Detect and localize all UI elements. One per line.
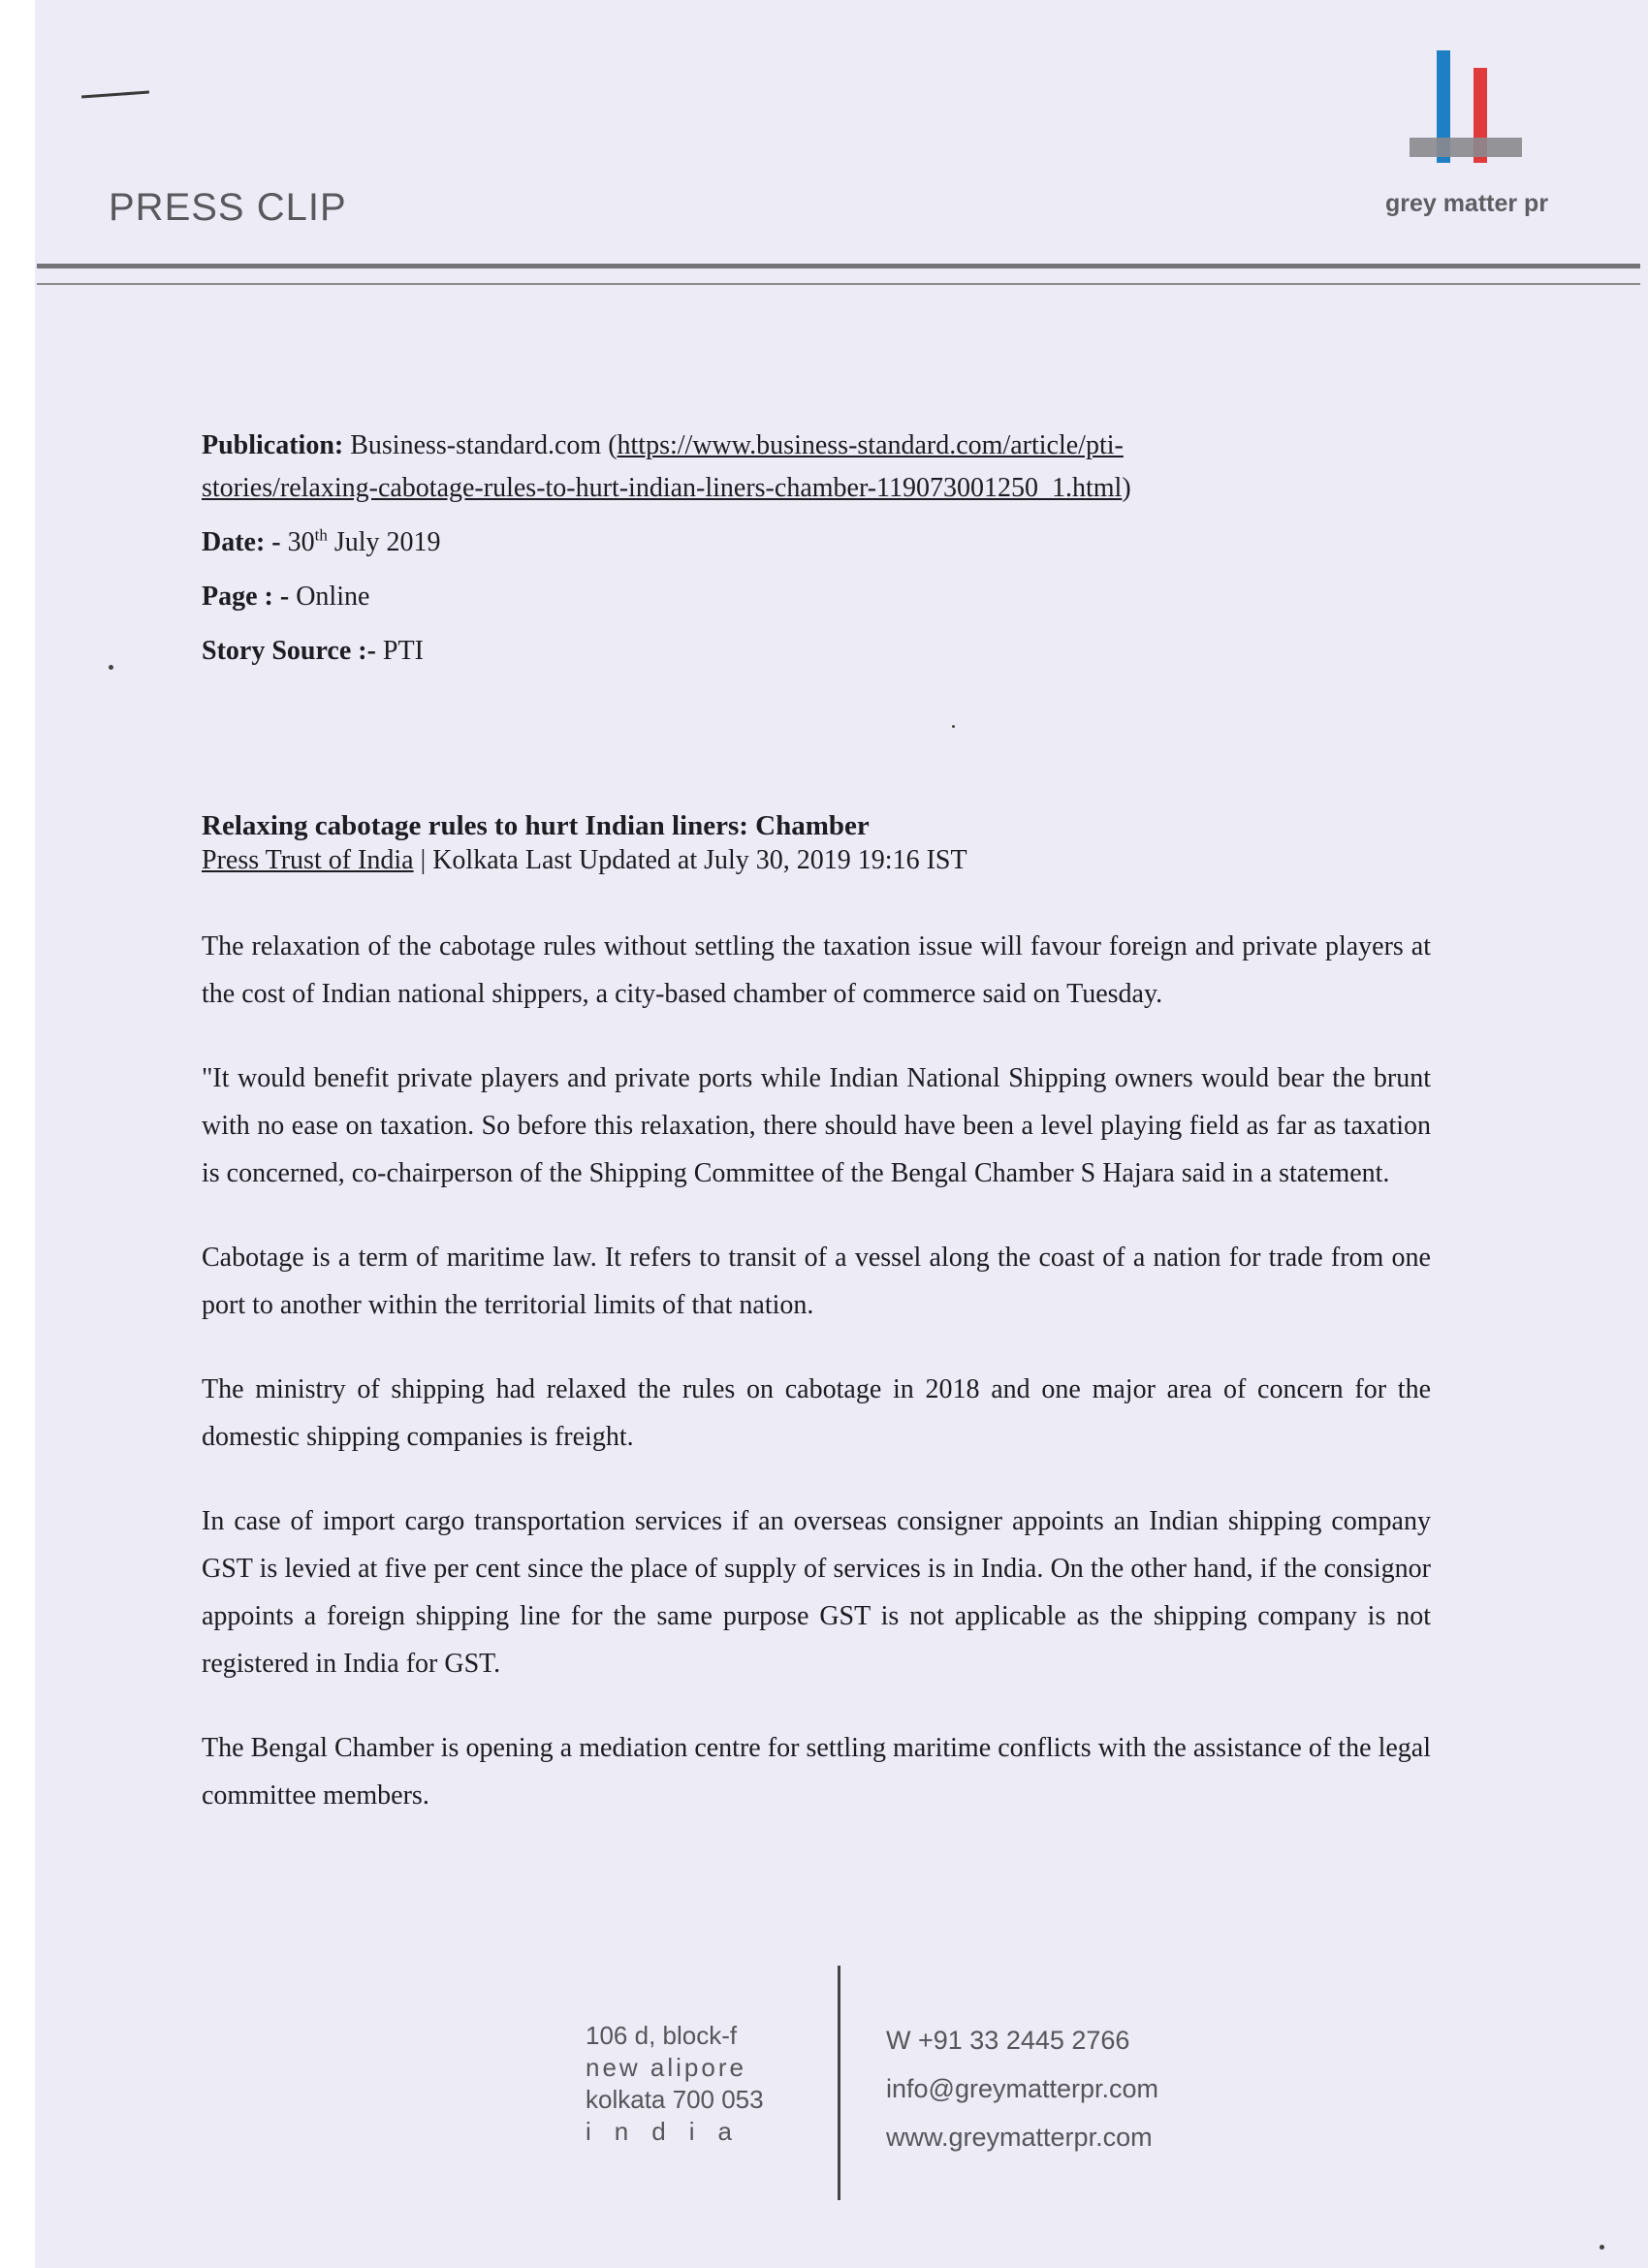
page-line <box>202 576 1442 618</box>
article-paragraph: The Bengal Chamber is opening a mediation centre for settling maritime conflicts with the assistance of the legal committee members. <box>202 1733 1431 1811</box>
article-paragraph: The relaxation of the cabotage rules without settling the taxation issue will favour foreign and private players at the cost of Indian national shippers, a city-based chamber of commerce said on Tuesday. <box>202 931 1431 1009</box>
scan-speck <box>952 725 955 728</box>
footer-phone: W +91 33 2445 2766 <box>886 2026 1130 2055</box>
source-line <box>202 630 1442 673</box>
header-rule-thin <box>37 283 1640 285</box>
article-paragraph: In case of import cargo transportation services if an overseas consigner appoints an Indian shipping company GST is levied at five per cent since the place of supply of services is in India. On the other hand, if the consignor appoints a foreign shipping line for the same purpose GST is not applicable as the shipping company is not registered in India for GST. <box>202 1506 1431 1679</box>
publication-url-line1[interactable]: https://www.business-standard.com/article/pti- <box>617 430 1124 460</box>
address-line: india <box>586 2117 755 2146</box>
date-line <box>202 521 1442 564</box>
logo-grey-bar <box>1410 138 1522 157</box>
footer-contact <box>886 2016 1158 2161</box>
byline-dateline: Kolkata Last Updated at July 30, 2019 19:16 IST <box>432 845 967 875</box>
footer-divider <box>838 1966 840 2200</box>
article-paragraph: The ministry of shipping had relaxed the rules on cabotage in 2018 and one major area of concern for the domestic shipping companies is freight. <box>202 1374 1431 1452</box>
footer-email[interactable]: info@greymatterpr.com <box>886 2074 1159 2103</box>
clip-metadata <box>202 425 1442 684</box>
article-paragraph: Cabotage is a term of maritime law. It refers to transit of a vessel along the coast of a nation for trade from one port to another within the territorial limits of that nation. <box>202 1243 1431 1320</box>
article-paragraph: "It would benefit private players and private ports while Indian National Shipping owners would bear the brunt with no ease on taxation. So before this relaxation, there should have been a level playing field as far as taxation is concerned, co-chairperson of the Shipping Committee of the Bengal Chamber S Hajara said in a statement. <box>202 1063 1431 1188</box>
date-label: Date: - <box>202 527 281 557</box>
byline-separator: | <box>420 845 427 875</box>
article-body <box>202 923 1431 1856</box>
date-day: 30 <box>287 527 315 557</box>
publication-value: Business-standard.com ( <box>350 430 618 460</box>
article-headline: Relaxing cabotage rules to hurt Indian liners: Chamber <box>202 810 870 841</box>
header-rule-thick <box>37 264 1640 268</box>
address-line: new alipore <box>586 2053 746 2082</box>
footer-address <box>586 2020 779 2148</box>
logo-wordmark: grey matter pr <box>1384 190 1549 217</box>
address-line: kolkata 700 053 <box>586 2085 764 2114</box>
page-label: Page : - <box>202 582 290 612</box>
publication-label: Publication: <box>202 430 344 460</box>
footer-website[interactable]: www.greymatterpr.com <box>886 2123 1153 2152</box>
publication-line <box>202 425 1442 510</box>
scan-speck <box>1600 2245 1604 2250</box>
source-value: PTI <box>382 636 424 666</box>
source-label: Story Source :- <box>202 636 376 666</box>
publication-url-line2[interactable]: stories/relaxing-cabotage-rules-to-hurt-indian-liners-chamber-119073001250_1.html <box>202 473 1123 503</box>
byline-agency[interactable]: Press Trust of India <box>202 845 414 875</box>
scan-speck <box>109 665 113 670</box>
article-byline <box>202 845 967 876</box>
date-rest: July 2019 <box>333 527 441 557</box>
date-suffix: th <box>314 525 328 545</box>
page-title: PRESS CLIP <box>109 186 347 229</box>
page-value: Online <box>296 582 370 612</box>
address-line: 106 d, block-f <box>586 2021 738 2050</box>
publication-close: ) <box>1122 473 1131 503</box>
